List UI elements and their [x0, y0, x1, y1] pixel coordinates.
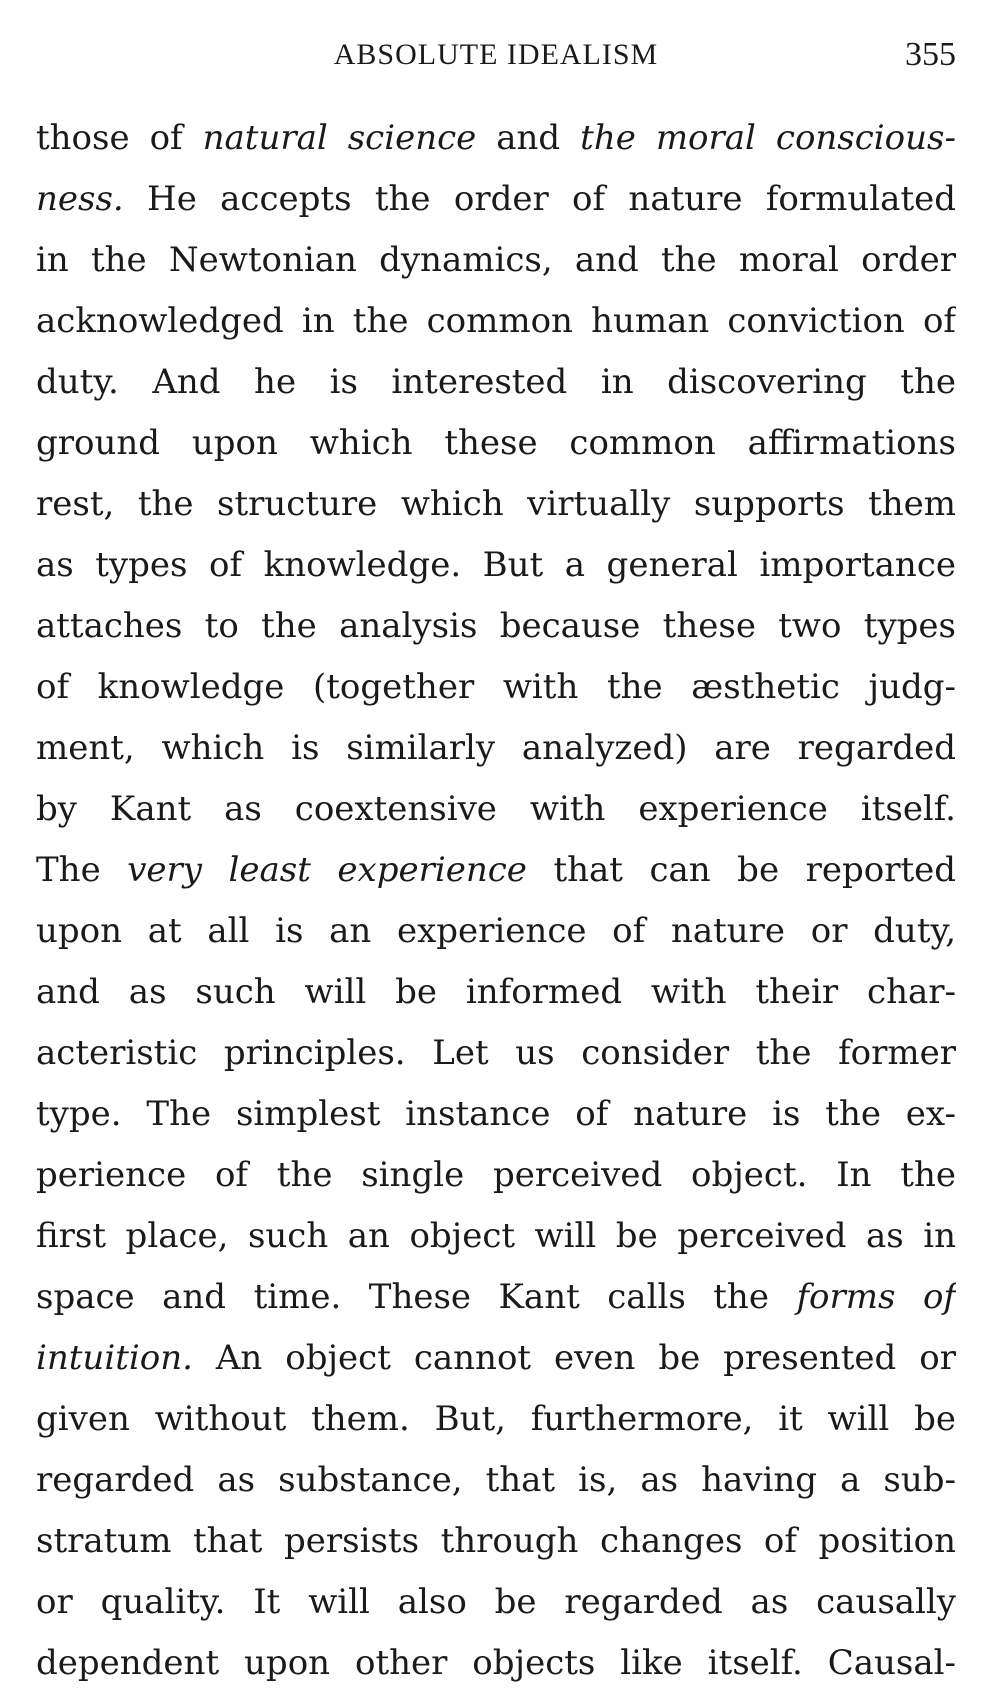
- text-line: [36, 1267, 956, 1328]
- text-segment: duty. And he is interested in discovering the: [36, 362, 956, 402]
- text-line: [36, 901, 956, 962]
- text-line: [36, 840, 956, 901]
- text-line: [36, 718, 956, 779]
- text-segment: ground upon which these common affirmations: [36, 423, 956, 463]
- text-line: [36, 1206, 956, 1267]
- text-segment: dependent upon other objects like itself. Causal-: [36, 1643, 956, 1683]
- text-line: [36, 1450, 956, 1511]
- body-text: [36, 108, 956, 1694]
- text-line: [36, 1389, 956, 1450]
- italic-text-segment: very least experience: [127, 850, 527, 890]
- italic-text-segment: ness.: [36, 179, 124, 219]
- text-line: [36, 230, 956, 291]
- text-line: [36, 1145, 956, 1206]
- text-line: [36, 535, 956, 596]
- text-line: [36, 1511, 956, 1572]
- text-segment: stratum that persists through changes of position: [36, 1521, 956, 1561]
- text-line: [36, 657, 956, 718]
- text-line: [36, 596, 956, 657]
- text-line: [36, 291, 956, 352]
- text-segment: of knowledge (together with the æsthetic judg-: [36, 667, 956, 707]
- text-segment: perience of the single perceived object. In the: [36, 1155, 956, 1195]
- text-segment: and as such will be informed with their char-: [36, 972, 956, 1012]
- text-line: [36, 1328, 956, 1389]
- text-line: [36, 108, 956, 169]
- text-segment: attaches to the analysis because these two types: [36, 606, 956, 646]
- text-segment: first place, such an object will be perceived as in: [36, 1216, 956, 1256]
- text-segment: type. The simplest instance of nature is the ex-: [36, 1094, 956, 1134]
- text-segment: acteristic principles. Let us consider the former: [36, 1033, 956, 1073]
- text-line: [36, 1572, 956, 1633]
- italic-text-segment: forms of: [796, 1277, 956, 1317]
- text-segment: rest, the structure which virtually supports them: [36, 484, 956, 524]
- text-segment: The: [36, 850, 128, 890]
- text-line: [36, 1023, 956, 1084]
- page-number: 355: [905, 36, 956, 73]
- text-line: [36, 1633, 956, 1694]
- running-head: [36, 30, 956, 80]
- text-line: [36, 1084, 956, 1145]
- text-line: [36, 413, 956, 474]
- text-line: [36, 474, 956, 535]
- text-line: [36, 169, 956, 230]
- italic-text-segment: natural science: [202, 118, 477, 158]
- text-line: [36, 779, 956, 840]
- text-segment: He accepts the order of nature formulated: [123, 179, 956, 219]
- text-segment: space and time. These Kant calls the: [36, 1277, 797, 1317]
- running-title: ABSOLUTE IDEALISM: [333, 38, 659, 71]
- text-line: [36, 962, 956, 1023]
- text-segment: regarded as substance, that is, as having a sub-: [36, 1460, 956, 1500]
- text-segment: those of: [36, 118, 203, 158]
- text-segment: ment, which is similarly analyzed) are regarded: [36, 728, 956, 768]
- italic-text-segment: intuition.: [36, 1338, 193, 1378]
- text-segment: or quality. It will also be regarded as causally: [36, 1582, 956, 1622]
- text-segment: that can be reported: [526, 850, 956, 890]
- text-segment: as types of knowledge. But a general importance: [36, 545, 956, 585]
- text-segment: given without them. But, furthermore, it will be: [36, 1399, 956, 1439]
- text-segment: in the Newtonian dynamics, and the moral order: [36, 240, 956, 280]
- italic-text-segment: the moral conscious-: [580, 118, 956, 158]
- text-segment: upon at all is an experience of nature or duty,: [36, 911, 956, 951]
- text-segment: An object cannot even be presented or: [192, 1338, 956, 1378]
- text-segment: by Kant as coextensive with experience itself.: [36, 789, 956, 829]
- text-line: [36, 352, 956, 413]
- text-segment: acknowledged in the common human conviction of: [36, 301, 956, 341]
- text-segment: and: [476, 118, 581, 158]
